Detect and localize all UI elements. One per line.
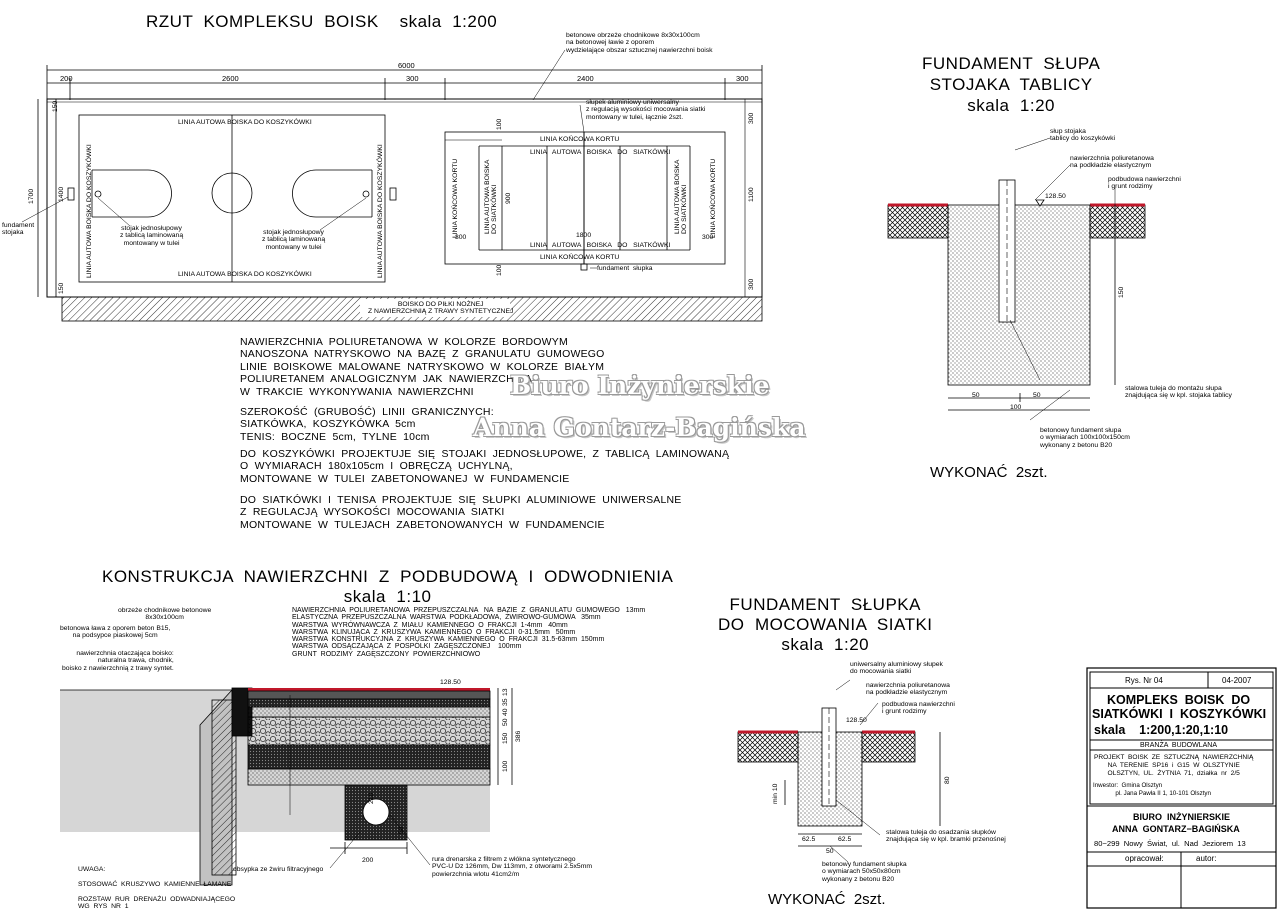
fund2-wykonac: WYKONAĆ 2szt. xyxy=(768,891,886,908)
section-dim-13: 13 xyxy=(502,688,509,696)
tb-name-2: SIATKÓWKI I KOSZYKÓWKI xyxy=(1092,707,1267,721)
volley-side-top: LINIA AUTOWA BOISKA DO SIATKÓWKI xyxy=(530,149,671,156)
dim-top-1: 2600 xyxy=(222,74,239,83)
section-dim-200: 200 xyxy=(362,857,374,864)
dim-left-3: 150 xyxy=(58,282,65,294)
fund2-podbudowa: podbudowa nawierzchni i grunt rodzimy xyxy=(882,701,955,716)
fund1-dim150: 150 xyxy=(1118,286,1125,298)
note-basketball: DO KOSZYKÓWKI PROJEKTUJE SIĘ STOJAKI JEDNOSŁUPOWE, Z TABLICĄ LAMINOWANĄ O WYMIARACH 180x105cm I OBRĘCZĄ UCHYLNĄ, MONTOWANE W TULEI ZABETONOWANEJ W FUNDAMENCIE xyxy=(240,448,730,485)
football-label: BOISKO DO PIŁKI NOŻNEJ Z NAWIERZCHNIĄ Z TRAWY SYNTETYCZNEJ xyxy=(368,301,514,316)
volley-vert-left: LINIA AUTOWA BOISKA DO SIATKÓWKI xyxy=(484,159,499,234)
section-uwaga: UWAGA: STOSOWAĆ KRUSZYWO KAMIENNE ŁAMANE ROZSTAW RUR DRENAŻU ODWADNIAJĄCEGO WG RYS NR 1 xyxy=(78,866,236,911)
basket-line-top: LINIA AUTOWA BOISKA DO KOSZYKÓWKI xyxy=(178,119,312,126)
fund2-title: FUNDAMENT SŁUPKA DO MOCOWANIA SIATKI skala 1:20 xyxy=(718,595,933,654)
plan-title: RZUT KOMPLEKSU BOISK skala 1:200 xyxy=(146,12,498,31)
dim-top-4: 300 xyxy=(736,74,749,83)
section-lawa: betonowa ława z oporem beton B15, na podsypce piaskowej 5cm xyxy=(60,625,171,640)
basket-side-right: LINIA AUTOWA BOISKA DO KOSZYKÓWKI xyxy=(377,144,384,278)
fund1-beton: betonowy fundament słupa o wymiarach 100x100x150cm wykonany z betonu B20 xyxy=(1040,427,1130,449)
tb-name-1: KOMPLEKS BOISK DO xyxy=(1107,693,1251,707)
note-volleyball: DO SIATKÓWKI I TENISA PROJEKTUJE SIĘ SŁUPKI ALUMINIOWE UNIWERSALNE Z REGULACJĄ WYSOKOŚCI MOCOWANIA SIATKI MONTOWANE W TULEJACH ZABETONOWANYCH W FUNDAMENCIE xyxy=(240,494,682,531)
kort-side-left: LINIA KOŃCOWA KORTU xyxy=(452,158,459,238)
fund2-slupek: uniwersalny aluminiowy słupek do mocowania siatki xyxy=(850,661,943,676)
fund2-dim625a: 62.5 xyxy=(802,836,816,843)
fundament-slupka-label: fundament słupka xyxy=(597,265,653,272)
tb-biuro-3: 80−299 Nowy Świat, ul. Nad Jeziorem 13 xyxy=(1094,839,1246,848)
fund1-nawierzchnia: nawierzchnia poliuretanowa na podkładzie elastycznym xyxy=(1070,155,1154,170)
tb-date: 04-2007 xyxy=(1222,676,1252,685)
fund2-tuleja: stalowa tuleja do osadzania słupków znajdująca się w kpl. bramki przenośnej xyxy=(886,829,1006,844)
fund1-dim50a: 50 xyxy=(972,392,980,399)
dim-right-0: 300 xyxy=(748,112,755,124)
section-obrzeze: obrzeże chodnikowe betonowe 8x30x100cm xyxy=(118,607,212,622)
dim-top-3: 2400 xyxy=(577,74,594,83)
plan-view xyxy=(22,50,762,321)
stojak-right-label: stojak jednosłupowy z tablicą laminowaną montowany w tulei xyxy=(262,229,326,251)
volley-vert-right: LINIA AUTOWA BOISKA DO SIATKÓWKI xyxy=(674,159,689,234)
tb-project: PROJEKT BOISK ZE SZTUCZNĄ NAWIERZCHNIĄ NA TERENIE SP16 i G15 W OLSZTYNIE OLSZTYN, UL. ŻYTNIA 71, działka nr 2/5 xyxy=(1094,754,1254,777)
note-surface: NAWIERZCHNIA POLIURETANOWA W KOLORZE BORDOWYM NANOSZONA NATRYSKOWO NA BAZĘ Z GRANULATU GUMOWEGO LINIE BOISKOWE MALOWANE NATRYSKOWO W KOLORZE BIAŁYM POLIURETANEM ANALOGICZNYM JAK NAWIERZCHNIA, W TRAKCIE WYKONYWANIA NAWIERZCHNI xyxy=(240,336,605,398)
tb-autor: autor: xyxy=(1196,854,1217,863)
section-layers: NAWIERZCHNIA POLIURETANOWA PRZEPUSZCZALNA NA BAZIE Z GRANULATU GUMOWEGO 13mm ELASTYCZNA PRZEPUSZCZALNA WARSTWA PODKŁADOWA, ŻWIROWO-GUMOWA 35mm WARSTWA WYRÓWNAWCZA Z MIAŁU KAMIENNEGO O FRAKCJI 1-4mm 40mm WARSTWA KLINUJĄCA Z KRUSZYWA KAMIENNEGO O FRAKCJI 0-31.5mm 50mm WARSTWA KONSTRUKCYJNA Z KRUSZYWA KAMIENNEGO O FRAKCJI 31.5-63mm 150mm WARSTWA ODSĄCZAJĄCA Z POSPÓLKI ZAGĘSZCZONEJ 100mm GRUNT RODZIMY ZAGĘSZCZONY POWIERZCHNIOWO xyxy=(292,607,646,658)
section-dim-210: 210 xyxy=(368,792,375,804)
fundament-stojaka-label: fundament stojaka xyxy=(2,222,35,237)
dim-300-left: 300 xyxy=(455,234,467,241)
watermark-line-2: Anna Gontarz-Bagińska xyxy=(473,413,806,442)
foundation-post-1 xyxy=(888,138,1145,420)
fund1-level: 128.50 xyxy=(1045,193,1066,200)
tb-scale: skala 1:200,1:20,1:10 xyxy=(1094,723,1229,737)
watermark-line-1: Biuro Inżynierskie xyxy=(510,371,770,400)
dim-right-1: 1100 xyxy=(748,187,755,202)
section-obsypka: obsypka ze żwiru filtracyjnego xyxy=(233,866,324,873)
section-level: 128.50 xyxy=(440,679,461,686)
fund2-level: 128.50 xyxy=(846,717,867,724)
fund1-wykonac: WYKONAĆ 2szt. xyxy=(930,464,1048,481)
stojak-left-label: stojak jednosłupowy z tablicą laminowaną montowany w tulei xyxy=(120,225,184,247)
fund2-dim10: min 10 xyxy=(772,783,779,804)
dim-total: 6000 xyxy=(398,61,415,70)
section-dim-35: 35 xyxy=(502,698,509,706)
fund2-dim625b: 62.5 xyxy=(838,836,852,843)
tb-biuro-1: BIURO INŻYNIERSKIE xyxy=(1133,812,1231,822)
fund1-title: FUNDAMENT SŁUPA STOJAKA TABLICY skala 1:20 xyxy=(922,54,1101,115)
fund1-dim50b: 50 xyxy=(1033,392,1041,399)
volley-side-bottom: LINIA AUTOWA BOISKA DO SIATKÓWKI xyxy=(530,242,671,249)
fund2-nawierzchnia: nawierzchnia poliuretanowa na podkładzie elastycznym xyxy=(866,682,950,697)
tb-investor: Inwestor: Gmina Olsztyn pl. Jana Pawła II 1, 10-101 Olsztyn xyxy=(1093,782,1211,797)
volley-end-bottom: LINIA KOŃCOWA KORTU xyxy=(540,254,620,261)
dim-left-1: 1400 xyxy=(58,186,65,202)
fund2-dim80: 80 xyxy=(944,776,951,784)
fund1-dim100: 100 xyxy=(1010,404,1022,411)
dim-300-right: 300 xyxy=(702,234,714,241)
section-dim-100: 100 xyxy=(502,760,509,772)
tb-rys: Rys. Nr 04 xyxy=(1125,676,1163,685)
fund2-beton: betonowy fundament słupka o wymiarach 50x50x80cm wykonany z betonu B20 xyxy=(822,861,907,883)
fund1-podbudowa: podbudowa nawierzchni i grunt rodzimy xyxy=(1108,176,1181,191)
basket-line-bottom: LINIA AUTOWA BOISKA DO KOSZYKÓWKI xyxy=(178,271,312,278)
dim-right-2: 300 xyxy=(748,278,755,290)
tb-biuro-2: ANNA GONTARZ−BAGIŃSKA xyxy=(1112,824,1240,834)
fund2-dim50: 50 xyxy=(826,848,834,855)
volley-end-top: LINIA KOŃCOWA KORTU xyxy=(540,136,620,143)
dim-1800: 1800 xyxy=(576,232,592,239)
basket-side-left: LINIA AUTOWA BOISKA DO KOSZYKÓWKI xyxy=(86,144,93,278)
section-otaczajaca: nawierzchnia otaczająca boisko: naturalna trawa, chodnik, boisko z nawierzchnią z trawy syntet. xyxy=(62,650,174,672)
note-lines: SZEROKOŚĆ (GRUBOŚĆ) LINII GRANICZNYCH: SIATKÓWKA, KOSZYKÓWKA 5cm TENIS: BOCZNE 5cm, TYLNE 10cm xyxy=(240,406,494,443)
dim-left-0: 150 xyxy=(52,100,59,112)
tb-branza: BRANŻA BUDOWLANA xyxy=(1140,742,1218,749)
dim-top-2: 300 xyxy=(406,74,419,83)
dim-left-2: 1700 xyxy=(28,188,35,204)
dim-top-0: 200 xyxy=(60,74,73,83)
tb-opracowal: opracował: xyxy=(1125,854,1164,863)
section-dim-150: 150 xyxy=(502,732,509,744)
section-dim-50b: 50 xyxy=(398,826,405,834)
section-dim-50: 50 xyxy=(502,718,509,726)
section-dim-386: 386 xyxy=(515,730,522,742)
dim-100-bottom: 100 xyxy=(496,264,503,276)
section-dim-40: 40 xyxy=(502,708,509,716)
fund1-tuleja: stalowa tuleja do montażu słupa znajdująca się w kpl. stojaka tablicy xyxy=(1125,385,1232,400)
obrzeze-note: betonowe obrzeże chodnikowe 8x30x100cm na betonowej ławie z oporem wydzielające obszar sztucznej nawierzchni boisk xyxy=(566,32,713,54)
slupek-note: słupek aluminiowy uniwersalny z regulacją wysokości mocowania siatki montowany w tulei, łącznie 2szt. xyxy=(586,99,706,121)
fund1-slup: słup stojaka tablicy do koszykówki xyxy=(1050,128,1115,143)
dim-900: 900 xyxy=(505,192,512,204)
dim-100-top: 100 xyxy=(496,118,503,130)
section-title: KONSTRUKCJA NAWIERZCHNI Z PODBUDOWĄ I ODWODNIENIA skala 1:10 xyxy=(102,567,674,606)
kort-side-right: LINIA KOŃCOWA KORTU xyxy=(710,158,717,238)
section-rura: rura drenarska z filtrem z włókna syntetycznego PVC-U Dz 126mm, Dw 113mm, z otworami 2.5x5mm powierzchnia wlotu 41cm2/m xyxy=(432,856,593,878)
